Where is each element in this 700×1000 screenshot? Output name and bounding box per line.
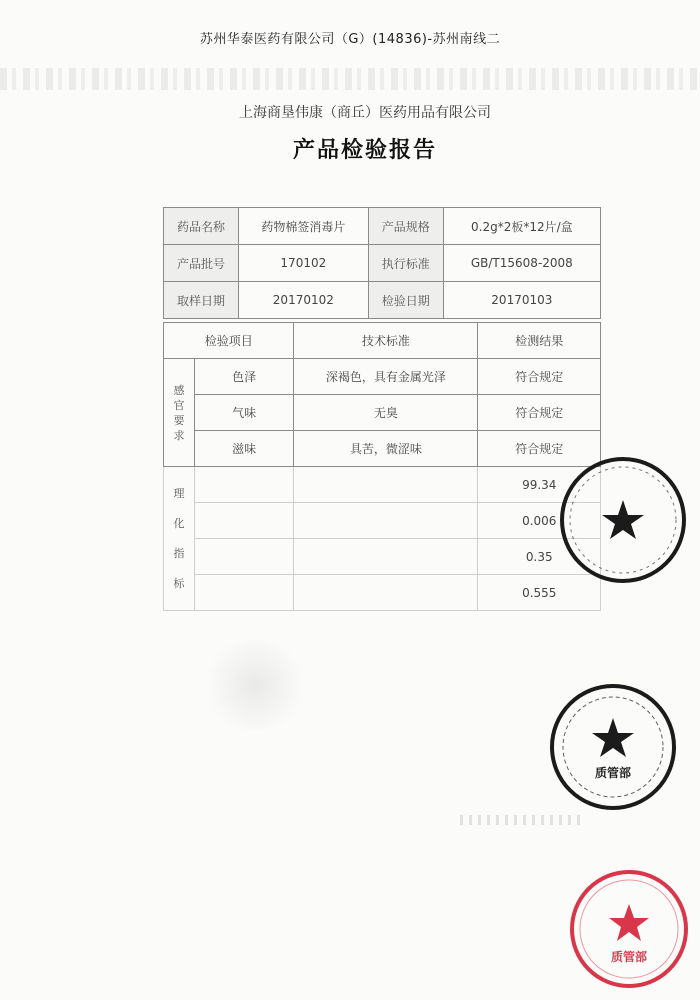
distributor-seal-center-text: 质管部: [610, 950, 647, 964]
sensory-category-label: [164, 359, 195, 467]
test-date-value: 20170103: [443, 282, 600, 319]
company-name: 上海商垦伟康（商丘）医药用品有限公司: [239, 105, 491, 121]
distributor-header-line: 苏州华泰医药有限公司（G）(14836)-苏州南线二: [199, 32, 501, 47]
physchem-result: 0.555: [478, 575, 601, 611]
physchem-standard: [294, 467, 478, 503]
logistics-qa-seal-graphic: [548, 682, 678, 812]
sensory-standard: 深褐色，具有金属光泽: [294, 359, 478, 395]
distributor-qa-seal-graphic: [568, 868, 690, 990]
column-header-item: 检验项目: [164, 323, 294, 359]
distributor-qa-seal: [568, 868, 690, 990]
sensory-standard: 具苦，微涩味: [294, 431, 478, 467]
category-char: 理: [173, 487, 185, 500]
batch-value: 170102: [238, 245, 368, 282]
physchem-standard: [294, 575, 478, 611]
spec-label: 产品规格: [368, 208, 443, 245]
physchem-category-label: [164, 467, 195, 611]
batch-label: 产品批号: [164, 245, 239, 282]
sensory-result: 符合规定: [478, 395, 601, 431]
category-char: 指: [173, 547, 185, 560]
standard-label: 执行标准: [368, 245, 443, 282]
logistics-seal-center-text: 质管部: [594, 766, 631, 780]
test-date-label: 检验日期: [368, 282, 443, 319]
physchem-result: 0.006: [478, 503, 601, 539]
inspection-seal-graphic: [558, 455, 688, 585]
physchem-standard: [294, 539, 478, 575]
physchem-standard: [294, 503, 478, 539]
category-char: 要: [173, 413, 185, 427]
category-char: 化: [173, 517, 185, 530]
physchem-item: [194, 503, 294, 539]
standard-value: GB/T15608-2008: [443, 245, 600, 282]
column-header-standard: 技术标准: [294, 323, 478, 359]
sample-date-value: 20170102: [238, 282, 368, 319]
faded-stamp-shadow: [200, 640, 310, 730]
product-info-table: [163, 207, 601, 319]
category-char: 官: [173, 398, 185, 412]
product-name-label: 药品名称: [164, 208, 239, 245]
column-header-result: 检测结果: [478, 323, 601, 359]
sample-date-label: 取样日期: [164, 282, 239, 319]
physchem-item: [194, 467, 294, 503]
category-char: 标: [173, 577, 185, 590]
physchem-item: [194, 539, 294, 575]
sensory-item: 色泽: [194, 359, 294, 395]
sensory-standard: 无臭: [294, 395, 478, 431]
scan-dots: [460, 815, 580, 825]
physchem-item: [194, 575, 294, 611]
sensory-item: 滋味: [194, 431, 294, 467]
report-title: 产品检验报告: [292, 137, 437, 163]
sensory-item: 气味: [194, 395, 294, 431]
physchem-result: 0.35: [478, 539, 601, 575]
sensory-result: 符合规定: [478, 431, 601, 467]
spec-value: 0.2g*2板*12片/盒: [443, 208, 600, 245]
category-char: 求: [173, 428, 185, 442]
category-char: 感: [173, 383, 185, 397]
logistics-qa-seal: [548, 682, 678, 812]
scan-noise-band: [0, 68, 700, 90]
physchem-result: 99.34: [478, 467, 601, 503]
inspection-seal: [558, 455, 688, 585]
product-name-value: 药物棉签消毒片: [238, 208, 368, 245]
test-results-table: [163, 322, 601, 611]
sensory-result: 符合规定: [478, 359, 601, 395]
